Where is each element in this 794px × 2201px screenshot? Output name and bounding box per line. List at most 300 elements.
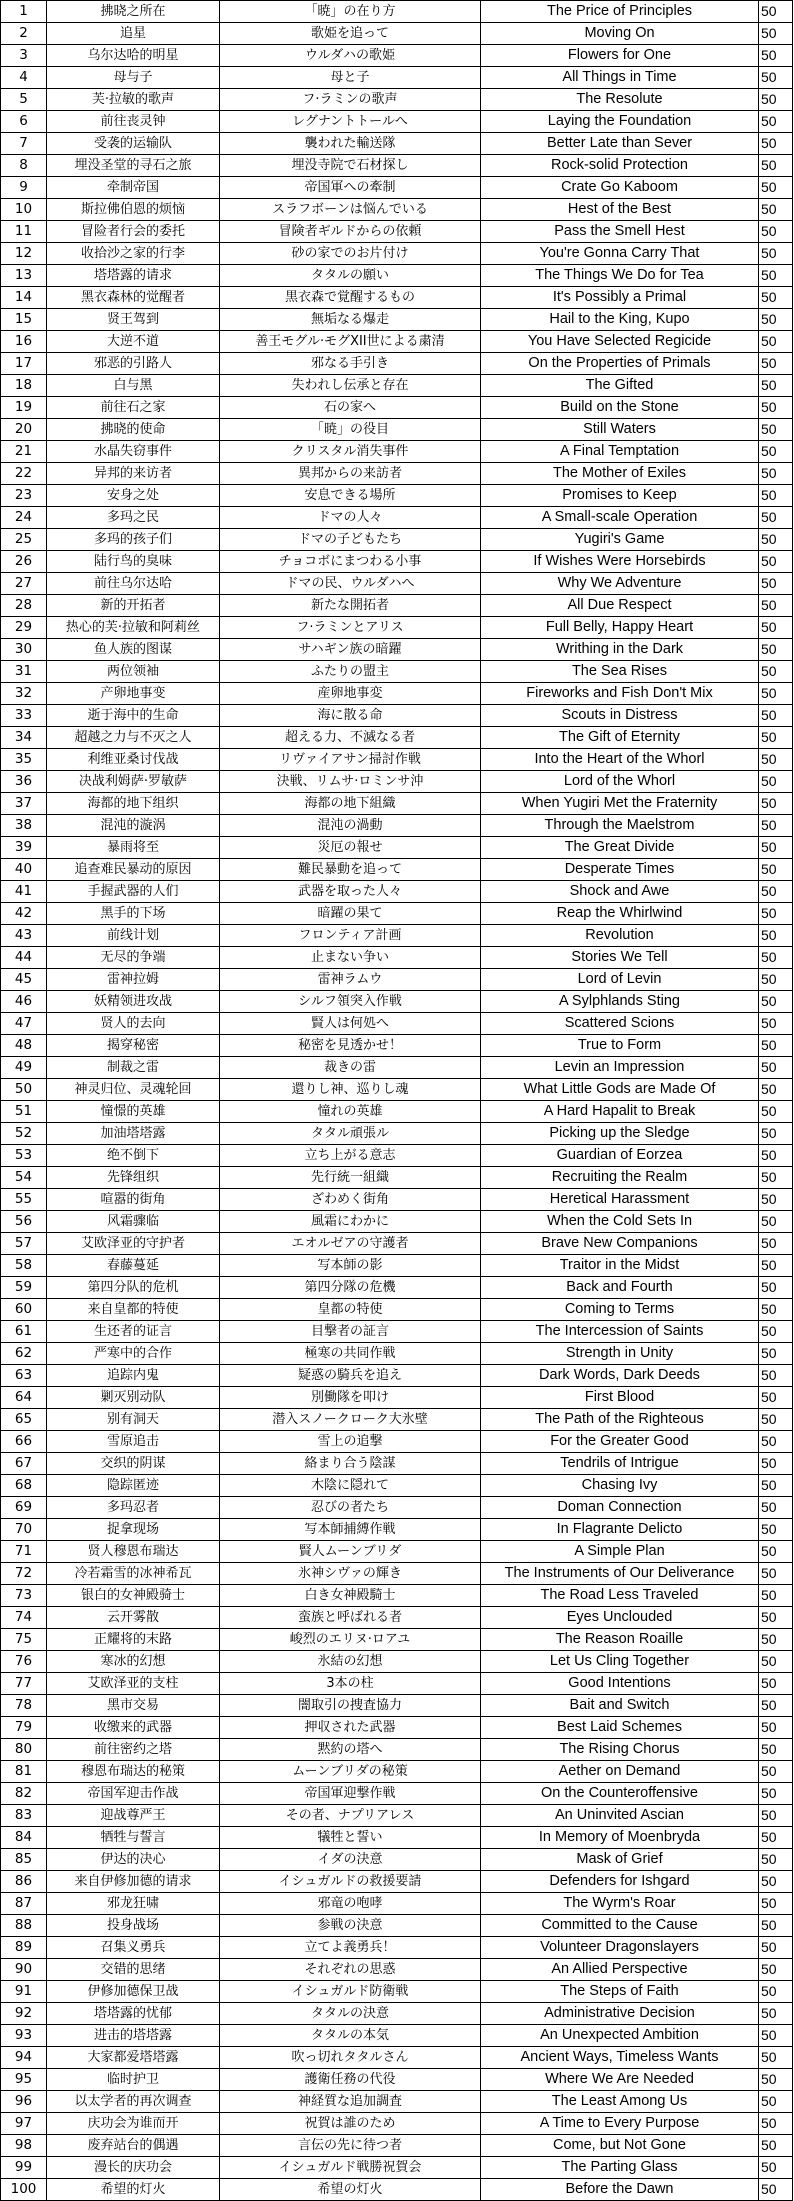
quest-level: 50 bbox=[759, 1849, 793, 1871]
quest-name-english: Aether on Demand bbox=[481, 1761, 759, 1783]
quest-name-japanese: 海都の地下組織 bbox=[220, 793, 481, 815]
quest-number: 61 bbox=[1, 1321, 47, 1343]
quest-name-chinese: 牵制帝国 bbox=[47, 177, 220, 199]
quest-level: 50 bbox=[759, 1, 793, 23]
quest-number: 60 bbox=[1, 1299, 47, 1321]
quest-name-english: Rock-solid Protection bbox=[481, 155, 759, 177]
quest-name-chinese: 庆功会为谁而开 bbox=[47, 2113, 220, 2135]
quest-name-chinese: 逝于海中的生命 bbox=[47, 705, 220, 727]
quest-number: 22 bbox=[1, 463, 47, 485]
table-row bbox=[1, 1079, 793, 1101]
quest-name-english: For the Greater Good bbox=[481, 1431, 759, 1453]
quest-name-japanese: フ·ラミンの歌声 bbox=[220, 89, 481, 111]
quest-name-japanese: 別働隊を叩け bbox=[220, 1387, 481, 1409]
quest-name-english: Strength in Unity bbox=[481, 1343, 759, 1365]
quest-name-chinese: 喧嚣的街角 bbox=[47, 1189, 220, 1211]
quest-name-chinese: 白与黑 bbox=[47, 375, 220, 397]
quest-name-chinese: 废弃站台的偶遇 bbox=[47, 2135, 220, 2157]
quest-level: 50 bbox=[759, 1893, 793, 1915]
quest-number: 19 bbox=[1, 397, 47, 419]
quest-name-english: Promises to Keep bbox=[481, 485, 759, 507]
quest-level: 50 bbox=[759, 1541, 793, 1563]
quest-number: 43 bbox=[1, 925, 47, 947]
quest-level: 50 bbox=[759, 639, 793, 661]
quest-name-japanese: タタル頑張ル bbox=[220, 1123, 481, 1145]
quest-level: 50 bbox=[759, 617, 793, 639]
quest-name-chinese: 多玛之民 bbox=[47, 507, 220, 529]
quest-name-chinese: 产卵地事变 bbox=[47, 683, 220, 705]
table-row bbox=[1, 771, 793, 793]
table-row bbox=[1, 331, 793, 353]
quest-name-chinese: 交错的思绪 bbox=[47, 1959, 220, 1981]
quest-number: 57 bbox=[1, 1233, 47, 1255]
quest-name-japanese: 黒衣森で覚醒するもの bbox=[220, 287, 481, 309]
quest-name-english: Come, but Not Gone bbox=[481, 2135, 759, 2157]
quest-level: 50 bbox=[759, 243, 793, 265]
quest-name-chinese: 隐踪匿迹 bbox=[47, 1475, 220, 1497]
quest-level: 50 bbox=[759, 287, 793, 309]
table-row bbox=[1, 815, 793, 837]
quest-level: 50 bbox=[759, 837, 793, 859]
quest-name-chinese: 海都的地下组织 bbox=[47, 793, 220, 815]
quest-name-japanese: 裁きの雷 bbox=[220, 1057, 481, 1079]
quest-name-english: Flowers for One bbox=[481, 45, 759, 67]
quest-level: 50 bbox=[759, 903, 793, 925]
quest-name-english: The Intercession of Saints bbox=[481, 1321, 759, 1343]
quest-name-japanese: 立ち上がる意志 bbox=[220, 1145, 481, 1167]
quest-name-english: The Great Divide bbox=[481, 837, 759, 859]
quest-name-english: A Small-scale Operation bbox=[481, 507, 759, 529]
quest-number: 17 bbox=[1, 353, 47, 375]
table-row bbox=[1, 1321, 793, 1343]
table-row bbox=[1, 67, 793, 89]
quest-name-english: Brave New Companions bbox=[481, 1233, 759, 1255]
quest-name-english: The Reason Roaille bbox=[481, 1629, 759, 1651]
quest-level: 50 bbox=[759, 463, 793, 485]
quest-name-japanese: 絡まり合う陰謀 bbox=[220, 1453, 481, 1475]
quest-number: 50 bbox=[1, 1079, 47, 1101]
quest-level: 50 bbox=[759, 221, 793, 243]
table-row bbox=[1, 1343, 793, 1365]
table-row bbox=[1, 45, 793, 67]
quest-name-chinese: 冒险者行会的委托 bbox=[47, 221, 220, 243]
quest-name-japanese: 第四分隊の危機 bbox=[220, 1277, 481, 1299]
quest-name-english: A Simple Plan bbox=[481, 1541, 759, 1563]
quest-name-chinese: 妖精领进攻战 bbox=[47, 991, 220, 1013]
table-row bbox=[1, 309, 793, 331]
table-row bbox=[1, 1695, 793, 1717]
quest-level: 50 bbox=[759, 375, 793, 397]
quest-name-chinese: 前往丧灵钟 bbox=[47, 111, 220, 133]
quest-name-japanese: 写本師の影 bbox=[220, 1255, 481, 1277]
quest-name-english: On the Counteroffensive bbox=[481, 1783, 759, 1805]
quest-number: 49 bbox=[1, 1057, 47, 1079]
quest-number: 55 bbox=[1, 1189, 47, 1211]
quest-name-japanese: ドマの民、ウルダハへ bbox=[220, 573, 481, 595]
quest-level: 50 bbox=[759, 155, 793, 177]
quest-number: 65 bbox=[1, 1409, 47, 1431]
quest-name-english: Dark Words, Dark Deeds bbox=[481, 1365, 759, 1387]
quest-name-chinese: 追踪内鬼 bbox=[47, 1365, 220, 1387]
quest-level: 50 bbox=[759, 331, 793, 353]
quest-name-japanese: 雷神ラムウ bbox=[220, 969, 481, 991]
quest-name-chinese: 收缴来的武器 bbox=[47, 1717, 220, 1739]
quest-name-english: On the Properties of Primals bbox=[481, 353, 759, 375]
quest-name-chinese: 贤王驾到 bbox=[47, 309, 220, 331]
quest-name-chinese: 风霜骤临 bbox=[47, 1211, 220, 1233]
quest-name-japanese: 難民暴動を追って bbox=[220, 859, 481, 881]
quest-name-english: Laying the Foundation bbox=[481, 111, 759, 133]
quest-number: 48 bbox=[1, 1035, 47, 1057]
quest-name-japanese: 襲われた輸送隊 bbox=[220, 133, 481, 155]
quest-name-english: Levin an Impression bbox=[481, 1057, 759, 1079]
quest-name-english: An Unexpected Ambition bbox=[481, 2025, 759, 2047]
table-row bbox=[1, 111, 793, 133]
table-row bbox=[1, 551, 793, 573]
quest-number: 7 bbox=[1, 133, 47, 155]
quest-name-japanese: 埋没寺院で石材探し bbox=[220, 155, 481, 177]
quest-name-japanese: 潜入スノークローク大氷壁 bbox=[220, 1409, 481, 1431]
quest-name-english: An Allied Perspective bbox=[481, 1959, 759, 1981]
quest-name-japanese: イダの決意 bbox=[220, 1849, 481, 1871]
quest-name-english: The Price of Principles bbox=[481, 1, 759, 23]
quest-name-chinese: 捉拿现场 bbox=[47, 1519, 220, 1541]
table-row bbox=[1, 1211, 793, 1233]
quest-name-japanese: 雪上の追撃 bbox=[220, 1431, 481, 1453]
quest-level: 50 bbox=[759, 1365, 793, 1387]
quest-name-chinese: 芙·拉敏的歌声 bbox=[47, 89, 220, 111]
quest-name-japanese: 黙約の塔へ bbox=[220, 1739, 481, 1761]
quest-name-chinese: 陆行鸟的臭味 bbox=[47, 551, 220, 573]
quest-name-japanese: スラフボーンは悩んでいる bbox=[220, 199, 481, 221]
table-row bbox=[1, 1035, 793, 1057]
quest-name-english: You're Gonna Carry That bbox=[481, 243, 759, 265]
table-row bbox=[1, 1871, 793, 1893]
quest-name-chinese: 迎战尊严王 bbox=[47, 1805, 220, 1827]
quest-level: 50 bbox=[759, 1827, 793, 1849]
table-row bbox=[1, 1959, 793, 1981]
quest-level: 50 bbox=[759, 353, 793, 375]
quest-number: 58 bbox=[1, 1255, 47, 1277]
quest-number: 10 bbox=[1, 199, 47, 221]
quest-name-english: The Wyrm's Roar bbox=[481, 1893, 759, 1915]
quest-name-english: Full Belly, Happy Heart bbox=[481, 617, 759, 639]
table-row bbox=[1, 969, 793, 991]
table-row bbox=[1, 749, 793, 771]
table-row bbox=[1, 1651, 793, 1673]
quest-number: 90 bbox=[1, 1959, 47, 1981]
quest-level: 50 bbox=[759, 2157, 793, 2179]
quest-number: 20 bbox=[1, 419, 47, 441]
quest-level: 50 bbox=[759, 661, 793, 683]
quest-name-chinese: 埋没圣堂的寻石之旅 bbox=[47, 155, 220, 177]
quest-name-english: Best Laid Schemes bbox=[481, 1717, 759, 1739]
quest-level: 50 bbox=[759, 551, 793, 573]
quest-name-chinese: 两位领袖 bbox=[47, 661, 220, 683]
quest-name-chinese: 收拾沙之家的行李 bbox=[47, 243, 220, 265]
quest-level: 50 bbox=[759, 1387, 793, 1409]
quest-level: 50 bbox=[759, 595, 793, 617]
quest-level: 50 bbox=[759, 727, 793, 749]
quest-name-chinese: 异邦的来访者 bbox=[47, 463, 220, 485]
quest-number: 37 bbox=[1, 793, 47, 815]
quest-name-japanese: シルフ領突入作戦 bbox=[220, 991, 481, 1013]
quest-name-japanese: 「暁」の役目 bbox=[220, 419, 481, 441]
quest-level: 50 bbox=[759, 2113, 793, 2135]
quest-name-english: Volunteer Dragonslayers bbox=[481, 1937, 759, 1959]
quest-name-japanese: 木陰に隠れて bbox=[220, 1475, 481, 1497]
quest-level: 50 bbox=[759, 947, 793, 969]
quest-level: 50 bbox=[759, 485, 793, 507]
quest-name-english: Desperate Times bbox=[481, 859, 759, 881]
quest-level: 50 bbox=[759, 1937, 793, 1959]
quest-name-japanese: ムーンブリダの秘策 bbox=[220, 1761, 481, 1783]
quest-number: 84 bbox=[1, 1827, 47, 1849]
quest-name-chinese: 生还者的证言 bbox=[47, 1321, 220, 1343]
quest-number: 51 bbox=[1, 1101, 47, 1123]
quest-name-chinese: 邪恶的引路人 bbox=[47, 353, 220, 375]
quest-name-english: Pass the Smell Hest bbox=[481, 221, 759, 243]
quest-name-japanese: 風霜にわかに bbox=[220, 1211, 481, 1233]
quest-level: 50 bbox=[759, 1585, 793, 1607]
quest-level: 50 bbox=[759, 1761, 793, 1783]
quest-level: 50 bbox=[759, 881, 793, 903]
quest-level: 50 bbox=[759, 111, 793, 133]
quest-level: 50 bbox=[759, 1409, 793, 1431]
quest-number: 1 bbox=[1, 1, 47, 23]
quest-number: 16 bbox=[1, 331, 47, 353]
quest-number: 32 bbox=[1, 683, 47, 705]
quest-level: 50 bbox=[759, 1321, 793, 1343]
quest-name-english: When Yugiri Met the Fraternity bbox=[481, 793, 759, 815]
table-row bbox=[1, 2047, 793, 2069]
quest-name-chinese: 利维亚桑讨伐战 bbox=[47, 749, 220, 771]
table-row bbox=[1, 441, 793, 463]
quest-name-japanese: 護衛任務の代役 bbox=[220, 2069, 481, 2091]
quest-number: 54 bbox=[1, 1167, 47, 1189]
quest-number: 34 bbox=[1, 727, 47, 749]
quest-name-japanese: 「暁」の在り方 bbox=[220, 1, 481, 23]
quest-name-chinese: 超越之力与不灭之人 bbox=[47, 727, 220, 749]
quest-number: 30 bbox=[1, 639, 47, 661]
quest-level: 50 bbox=[759, 1123, 793, 1145]
table-row bbox=[1, 1013, 793, 1035]
quest-name-japanese: 祝賀は誰のため bbox=[220, 2113, 481, 2135]
quest-name-chinese: 正耀将的末路 bbox=[47, 1629, 220, 1651]
quest-name-chinese: 黑衣森林的觉醒者 bbox=[47, 287, 220, 309]
quest-number: 4 bbox=[1, 67, 47, 89]
quest-name-japanese: 異邦からの来訪者 bbox=[220, 463, 481, 485]
quest-name-english: Yugiri's Game bbox=[481, 529, 759, 551]
table-row bbox=[1, 243, 793, 265]
quest-name-english: Lord of Levin bbox=[481, 969, 759, 991]
table-row bbox=[1, 991, 793, 1013]
quest-name-english: Recruiting the Realm bbox=[481, 1167, 759, 1189]
quest-level: 50 bbox=[759, 1959, 793, 1981]
quest-name-english: Back and Fourth bbox=[481, 1277, 759, 1299]
quest-name-japanese: 還りし神、巡りし魂 bbox=[220, 1079, 481, 1101]
quest-number: 47 bbox=[1, 1013, 47, 1035]
quest-name-english: Bait and Switch bbox=[481, 1695, 759, 1717]
quest-name-english: Scattered Scions bbox=[481, 1013, 759, 1035]
quest-name-chinese: 塔塔露的请求 bbox=[47, 265, 220, 287]
quest-name-chinese: 制裁之雷 bbox=[47, 1057, 220, 1079]
quest-name-chinese: 绝不倒下 bbox=[47, 1145, 220, 1167]
quest-name-chinese: 来自皇都的特使 bbox=[47, 1299, 220, 1321]
quest-name-chinese: 混沌的漩涡 bbox=[47, 815, 220, 837]
quest-level: 50 bbox=[759, 1343, 793, 1365]
quest-level: 50 bbox=[759, 2003, 793, 2025]
quest-number: 53 bbox=[1, 1145, 47, 1167]
quest-number: 85 bbox=[1, 1849, 47, 1871]
quest-name-japanese: 吹っ切れタタルさん bbox=[220, 2047, 481, 2069]
quest-level: 50 bbox=[759, 177, 793, 199]
quest-name-japanese: 賢人ムーンブリダ bbox=[220, 1541, 481, 1563]
quest-name-english: Ancient Ways, Timeless Wants bbox=[481, 2047, 759, 2069]
quest-name-chinese: 多玛的孩子们 bbox=[47, 529, 220, 551]
table-row bbox=[1, 1167, 793, 1189]
quest-number: 75 bbox=[1, 1629, 47, 1651]
quest-name-chinese: 银白的女神殿骑士 bbox=[47, 1585, 220, 1607]
quest-name-japanese: イシュガルドの救援要請 bbox=[220, 1871, 481, 1893]
table-row bbox=[1, 1475, 793, 1497]
quest-number: 71 bbox=[1, 1541, 47, 1563]
quest-number: 46 bbox=[1, 991, 47, 1013]
table-row bbox=[1, 1, 793, 23]
quest-level: 50 bbox=[759, 1981, 793, 2003]
quest-number: 27 bbox=[1, 573, 47, 595]
table-row bbox=[1, 529, 793, 551]
quest-name-english: The Instruments of Our Deliverance bbox=[481, 1563, 759, 1585]
quest-name-english: The Rising Chorus bbox=[481, 1739, 759, 1761]
quest-level: 50 bbox=[759, 2135, 793, 2157]
quest-name-chinese: 云开雾散 bbox=[47, 1607, 220, 1629]
quest-name-chinese: 母与子 bbox=[47, 67, 220, 89]
quest-level: 50 bbox=[759, 1475, 793, 1497]
quest-name-english: A Hard Hapalit to Break bbox=[481, 1101, 759, 1123]
quest-level: 50 bbox=[759, 1189, 793, 1211]
table-row bbox=[1, 1541, 793, 1563]
quest-name-japanese: 暗躍の果て bbox=[220, 903, 481, 925]
quest-name-english: In Flagrante Delicto bbox=[481, 1519, 759, 1541]
quest-name-japanese: 闇取引の捜査協力 bbox=[220, 1695, 481, 1717]
quest-name-english: Mask of Grief bbox=[481, 1849, 759, 1871]
quest-name-chinese: 拂晓之所在 bbox=[47, 1, 220, 23]
quest-name-chinese: 手握武器的人们 bbox=[47, 881, 220, 903]
quest-name-japanese: ドマの人々 bbox=[220, 507, 481, 529]
quest-name-chinese: 追星 bbox=[47, 23, 220, 45]
quest-name-english: The Gifted bbox=[481, 375, 759, 397]
quest-name-japanese: それぞれの思惑 bbox=[220, 1959, 481, 1981]
quest-name-chinese: 来自伊修加德的请求 bbox=[47, 1871, 220, 1893]
quest-number: 92 bbox=[1, 2003, 47, 2025]
table-row bbox=[1, 23, 793, 45]
quest-number: 40 bbox=[1, 859, 47, 881]
quest-level: 50 bbox=[759, 199, 793, 221]
table-row bbox=[1, 859, 793, 881]
quest-level: 50 bbox=[759, 1519, 793, 1541]
quest-name-chinese: 雷神拉姆 bbox=[47, 969, 220, 991]
quest-name-japanese: 氷結の幻想 bbox=[220, 1651, 481, 1673]
quest-name-japanese: 目撃者の証言 bbox=[220, 1321, 481, 1343]
quest-name-english: The Least Among Us bbox=[481, 2091, 759, 2113]
quest-number: 42 bbox=[1, 903, 47, 925]
quest-name-japanese: 超える力、不滅なる者 bbox=[220, 727, 481, 749]
quest-name-chinese: 贤人的去向 bbox=[47, 1013, 220, 1035]
quest-name-japanese: 石の家へ bbox=[220, 397, 481, 419]
table-row bbox=[1, 1365, 793, 1387]
quest-number: 39 bbox=[1, 837, 47, 859]
quest-level: 50 bbox=[759, 1651, 793, 1673]
table-row bbox=[1, 1915, 793, 1937]
quest-name-english: Scouts in Distress bbox=[481, 705, 759, 727]
quest-name-chinese: 前往密约之塔 bbox=[47, 1739, 220, 1761]
quest-level: 50 bbox=[759, 1695, 793, 1717]
quest-level: 50 bbox=[759, 1871, 793, 1893]
quest-name-english: First Blood bbox=[481, 1387, 759, 1409]
quest-number: 41 bbox=[1, 881, 47, 903]
table-row bbox=[1, 1255, 793, 1277]
quest-number: 70 bbox=[1, 1519, 47, 1541]
quest-name-english: All Things in Time bbox=[481, 67, 759, 89]
quest-name-japanese: 犠牲と誓い bbox=[220, 1827, 481, 1849]
quest-name-chinese: 新的开拓者 bbox=[47, 595, 220, 617]
quest-name-english: A Sylphlands Sting bbox=[481, 991, 759, 1013]
quest-number: 74 bbox=[1, 1607, 47, 1629]
quest-level: 50 bbox=[759, 1431, 793, 1453]
quest-name-japanese: リヴァイアサン掃討作戦 bbox=[220, 749, 481, 771]
quest-name-english: Administrative Decision bbox=[481, 2003, 759, 2025]
quest-number: 82 bbox=[1, 1783, 47, 1805]
quest-name-japanese: 帝国軍迎撃作戦 bbox=[220, 1783, 481, 1805]
quest-number: 29 bbox=[1, 617, 47, 639]
quest-number: 59 bbox=[1, 1277, 47, 1299]
quest-name-japanese: 先行統一組織 bbox=[220, 1167, 481, 1189]
quest-name-japanese: チョコボにまつわる小事 bbox=[220, 551, 481, 573]
quest-name-english: The Sea Rises bbox=[481, 661, 759, 683]
table-row bbox=[1, 397, 793, 419]
quest-level: 50 bbox=[759, 1783, 793, 1805]
quest-level: 50 bbox=[759, 2069, 793, 2091]
quest-level: 50 bbox=[759, 507, 793, 529]
quest-name-chinese: 第四分队的危机 bbox=[47, 1277, 220, 1299]
quest-name-japanese: フロンティア計画 bbox=[220, 925, 481, 947]
table-row bbox=[1, 683, 793, 705]
quest-number: 67 bbox=[1, 1453, 47, 1475]
quest-name-english: The Path of the Righteous bbox=[481, 1409, 759, 1431]
quest-name-chinese: 塔塔露的忧郁 bbox=[47, 2003, 220, 2025]
quest-name-chinese: 冷若霜雪的冰神希瓦 bbox=[47, 1563, 220, 1585]
quest-number: 21 bbox=[1, 441, 47, 463]
quest-level: 50 bbox=[759, 67, 793, 89]
quest-number: 79 bbox=[1, 1717, 47, 1739]
quest-name-english: Traitor in the Midst bbox=[481, 1255, 759, 1277]
quest-number: 86 bbox=[1, 1871, 47, 1893]
quest-name-chinese: 乌尔达哈的明星 bbox=[47, 45, 220, 67]
quest-name-japanese: 海に散る命 bbox=[220, 705, 481, 727]
quest-name-japanese: 帝国軍への牽制 bbox=[220, 177, 481, 199]
table-row bbox=[1, 1233, 793, 1255]
quest-name-japanese: サハギン族の暗躍 bbox=[220, 639, 481, 661]
quest-name-english: What Little Gods are Made Of bbox=[481, 1079, 759, 1101]
quest-level: 50 bbox=[759, 991, 793, 1013]
quest-number: 81 bbox=[1, 1761, 47, 1783]
quest-name-chinese: 艾欧泽亚的守护者 bbox=[47, 1233, 220, 1255]
quest-name-chinese: 暴雨将至 bbox=[47, 837, 220, 859]
table-row bbox=[1, 1387, 793, 1409]
quest-number: 11 bbox=[1, 221, 47, 243]
table-row bbox=[1, 947, 793, 969]
